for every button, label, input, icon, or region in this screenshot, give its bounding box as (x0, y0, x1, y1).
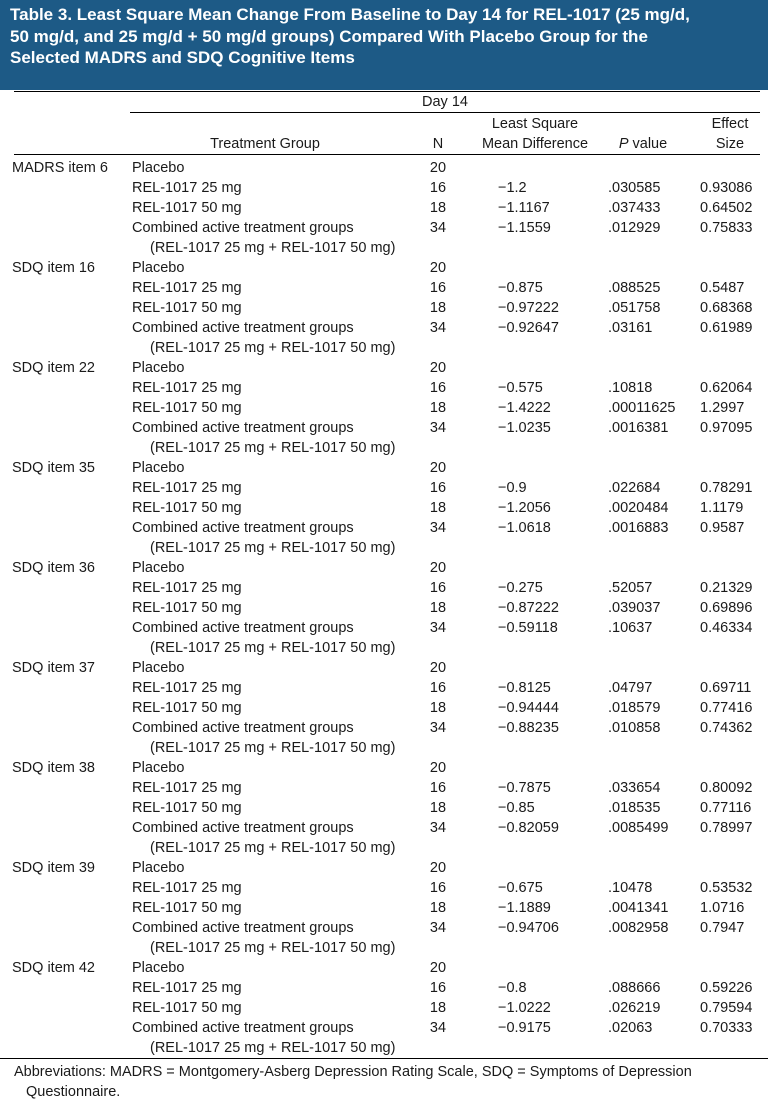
n-cell: 34 (429, 620, 447, 636)
effect-size-cell: 0.70333 (700, 1020, 753, 1036)
treatment-group-cell: Placebo (132, 660, 185, 676)
effect-size-cell: 0.53532 (700, 880, 753, 896)
footnote (14, 1062, 754, 1102)
effect-size-cell: 0.5487 (700, 280, 745, 296)
lsmd-cell: −1.0618 (498, 520, 551, 536)
n-cell: 16 (429, 780, 447, 796)
measure-item-label: SDQ item 38 (12, 760, 95, 776)
treatment-group-cell-continued: (REL-1017 25 mg + REL-1017 50 mg) (150, 940, 396, 956)
effect-size-cell: 0.74362 (700, 720, 753, 736)
effect-size-cell: 0.64502 (700, 200, 753, 216)
effect-size-cell: 0.21329 (700, 580, 753, 596)
header-bottom-rule (14, 154, 760, 155)
measure-item-label: SDQ item 39 (12, 860, 95, 876)
treatment-group-cell-continued: (REL-1017 25 mg + REL-1017 50 mg) (150, 240, 396, 256)
effect-size-cell: 0.46334 (700, 620, 753, 636)
n-cell: 18 (429, 600, 447, 616)
n-cell: 16 (429, 180, 447, 196)
treatment-group-cell: REL-1017 50 mg (132, 900, 242, 916)
treatment-group-cell: Combined active treatment groups (132, 920, 354, 936)
p-value-cell: .030585 (608, 180, 661, 196)
p-value-cell: .52057 (608, 580, 653, 596)
p-value-cell: .03161 (608, 320, 653, 336)
treatment-group-cell: REL-1017 25 mg (132, 280, 242, 296)
p-value-cell: .0085499 (608, 820, 669, 836)
n-cell: 20 (429, 260, 447, 276)
treatment-group-cell: Placebo (132, 260, 185, 276)
treatment-group-cell: Combined active treatment groups (132, 320, 354, 336)
n-cell: 34 (429, 820, 447, 836)
n-cell: 18 (429, 900, 447, 916)
treatment-group-cell-continued: (REL-1017 25 mg + REL-1017 50 mg) (150, 540, 396, 556)
treatment-group-cell: Combined active treatment groups (132, 620, 354, 636)
n-cell: 34 (429, 920, 447, 936)
n-cell: 34 (429, 720, 447, 736)
p-value-cell: .018535 (608, 800, 661, 816)
lsmd-cell: −1.2056 (498, 500, 551, 516)
p-value-cell: .10637 (608, 620, 653, 636)
day14-rule (130, 112, 760, 113)
p-value-cell: .010858 (608, 720, 661, 736)
n-cell: 34 (429, 220, 447, 236)
treatment-group-cell: REL-1017 25 mg (132, 480, 242, 496)
treatment-group-cell: REL-1017 50 mg (132, 200, 242, 216)
treatment-group-cell: Combined active treatment groups (132, 720, 354, 736)
treatment-group-cell: REL-1017 25 mg (132, 980, 242, 996)
n-cell: 18 (429, 500, 447, 516)
lsmd-cell: −0.85 (498, 800, 535, 816)
n-cell: 16 (429, 980, 447, 996)
treatment-group-cell: REL-1017 25 mg (132, 780, 242, 796)
treatment-group-cell-continued: (REL-1017 25 mg + REL-1017 50 mg) (150, 440, 396, 456)
effect-size-cell: 0.78291 (700, 480, 753, 496)
n-cell: 34 (429, 520, 447, 536)
treatment-group-cell-continued: (REL-1017 25 mg + REL-1017 50 mg) (150, 840, 396, 856)
treatment-group-cell: REL-1017 50 mg (132, 1000, 242, 1016)
effect-size-cell: 1.0716 (700, 900, 745, 916)
title-line: Selected MADRS and SDQ Cognitive Items (10, 48, 355, 67)
treatment-group-cell: REL-1017 50 mg (132, 800, 242, 816)
measure-item-label: SDQ item 36 (12, 560, 95, 576)
p-value-cell: .0016381 (608, 420, 669, 436)
n-cell: 18 (429, 400, 447, 416)
lsmd-cell: −0.675 (498, 880, 543, 896)
effect-size-cell: 1.1179 (700, 500, 744, 516)
effect-size-cell: 0.79594 (700, 1000, 753, 1016)
n-cell: 16 (429, 280, 447, 296)
effect-size-cell: 0.93086 (700, 180, 753, 196)
p-value-cell: .039037 (608, 600, 661, 616)
lsmd-cell: −0.82059 (498, 820, 559, 836)
lsmd-cell: −0.9175 (498, 1020, 551, 1036)
lsmd-cell: −0.275 (498, 580, 543, 596)
measure-item-label: SDQ item 35 (12, 460, 95, 476)
p-value-cell: .10478 (608, 880, 653, 896)
n-cell: 18 (429, 200, 447, 216)
measure-item-label: SDQ item 22 (12, 360, 95, 376)
treatment-group-cell: Combined active treatment groups (132, 420, 354, 436)
header-p-rest: value (628, 136, 668, 152)
lsmd-cell: −1.1167 (498, 200, 550, 216)
header-n: N (432, 136, 444, 152)
treatment-group-cell: Placebo (132, 160, 185, 176)
header-p-italic: P (618, 136, 629, 152)
treatment-group-cell: REL-1017 25 mg (132, 380, 242, 396)
lsmd-cell: −0.59118 (498, 620, 558, 636)
measure-item-label: MADRS item 6 (12, 160, 108, 176)
p-value-cell: .037433 (608, 200, 661, 216)
treatment-group-cell-continued: (REL-1017 25 mg + REL-1017 50 mg) (150, 640, 396, 656)
p-value-cell: .033654 (608, 780, 661, 796)
effect-size-cell: 0.97095 (700, 420, 753, 436)
n-cell: 16 (429, 580, 447, 596)
treatment-group-cell: Combined active treatment groups (132, 520, 354, 536)
p-value-cell: .051758 (608, 300, 661, 316)
treatment-group-cell: Placebo (132, 460, 185, 476)
title-line: 50 mg/d, and 25 mg/d + 50 mg/d groups) Compared With Placebo Group for the (10, 26, 648, 46)
effect-size-cell: 0.80092 (700, 780, 753, 796)
n-cell: 34 (429, 320, 447, 336)
n-cell: 16 (429, 680, 447, 696)
n-cell: 18 (429, 300, 447, 316)
p-value-cell: .026219 (608, 1000, 661, 1016)
lsmd-cell: −0.87222 (498, 600, 559, 616)
p-value-cell: .10818 (608, 380, 653, 396)
treatment-group-cell: REL-1017 50 mg (132, 400, 242, 416)
p-value-cell: .00011625 (608, 400, 676, 416)
header-effect-2: Size (715, 136, 745, 152)
p-value-cell: .04797 (608, 680, 653, 696)
table-title (0, 0, 768, 90)
header-lsmd-2: Mean Difference (481, 136, 589, 152)
treatment-group-cell: REL-1017 50 mg (132, 300, 242, 316)
header-treatment-group: Treatment Group (210, 136, 320, 152)
p-value-cell: .0020484 (608, 500, 669, 516)
header-p-value (598, 135, 688, 153)
footnote-line: Abbreviations: MADRS = Montgomery-Asberg Depression Rating Scale, SDQ = Symptoms of Depression (14, 1064, 692, 1080)
header-day14: Day 14 (422, 94, 468, 110)
n-cell: 20 (429, 560, 447, 576)
n-cell: 16 (429, 380, 447, 396)
n-cell: 20 (429, 960, 447, 976)
treatment-group-cell: Combined active treatment groups (132, 820, 354, 836)
lsmd-cell: −0.88235 (498, 720, 559, 736)
n-cell: 20 (429, 160, 447, 176)
n-cell: 20 (429, 860, 447, 876)
effect-size-cell: 1.2997 (700, 400, 745, 416)
effect-size-cell: 0.77116 (700, 800, 752, 816)
p-value-cell: .0016883 (608, 520, 669, 536)
p-value-cell: .0082958 (608, 920, 669, 936)
treatment-group-cell: REL-1017 50 mg (132, 700, 242, 716)
n-cell: 34 (429, 420, 447, 436)
n-cell: 18 (429, 1000, 447, 1016)
title-line: Table 3. Least Square Mean Change From Baseline to Day 14 for REL-1017 (25 mg/d, (10, 5, 690, 24)
treatment-group-cell: Combined active treatment groups (132, 1020, 354, 1036)
treatment-group-cell-continued: (REL-1017 25 mg + REL-1017 50 mg) (150, 340, 396, 356)
lsmd-cell: −0.9 (498, 480, 527, 496)
lsmd-cell: −0.875 (498, 280, 543, 296)
treatment-group-cell: Placebo (132, 860, 185, 876)
treatment-group-cell: REL-1017 25 mg (132, 880, 242, 896)
lsmd-cell: −1.0222 (498, 1000, 551, 1016)
lsmd-cell: −0.92647 (498, 320, 559, 336)
n-cell: 18 (429, 700, 447, 716)
n-cell: 20 (429, 760, 447, 776)
n-cell: 20 (429, 660, 447, 676)
treatment-group-cell: REL-1017 25 mg (132, 580, 242, 596)
p-value-cell: .088525 (608, 280, 661, 296)
n-cell: 20 (429, 360, 447, 376)
lsmd-cell: −0.8125 (498, 680, 551, 696)
treatment-group-cell-continued: (REL-1017 25 mg + REL-1017 50 mg) (150, 1040, 396, 1056)
treatment-group-cell: Combined active treatment groups (132, 220, 354, 236)
measure-item-label: SDQ item 42 (12, 960, 95, 976)
effect-size-cell: 0.59226 (700, 980, 753, 996)
p-value-cell: .02063 (608, 1020, 653, 1036)
measure-item-label: SDQ item 16 (12, 260, 95, 276)
effect-size-cell: 0.7947 (700, 920, 745, 936)
treatment-group-cell: Placebo (132, 560, 185, 576)
lsmd-cell: −0.8 (498, 980, 527, 996)
header-effect-1: Effect (711, 116, 749, 132)
treatment-group-cell: REL-1017 25 mg (132, 180, 242, 196)
treatment-group-cell: Placebo (132, 360, 185, 376)
effect-size-cell: 0.68368 (700, 300, 753, 316)
effect-size-cell: 0.61989 (700, 320, 753, 336)
lsmd-cell: −0.575 (498, 380, 543, 396)
effect-size-cell: 0.78997 (700, 820, 753, 836)
top-rule (14, 91, 760, 92)
header-lsmd-1: Least Square (491, 116, 579, 132)
treatment-group-cell: REL-1017 50 mg (132, 600, 242, 616)
lsmd-cell: −1.4222 (498, 400, 551, 416)
p-value-cell: .012929 (608, 220, 661, 236)
effect-size-cell: 0.77416 (700, 700, 753, 716)
n-cell: 34 (429, 1020, 447, 1036)
treatment-group-cell: Placebo (132, 960, 185, 976)
effect-size-cell: 0.69711 (700, 680, 752, 696)
lsmd-cell: −0.94706 (498, 920, 559, 936)
lsmd-cell: −1.1889 (498, 900, 551, 916)
lsmd-cell: −0.94444 (498, 700, 559, 716)
treatment-group-cell: REL-1017 25 mg (132, 680, 242, 696)
lsmd-cell: −1.1559 (498, 220, 551, 236)
lsmd-cell: −1.2 (498, 180, 527, 196)
treatment-group-cell: Placebo (132, 760, 185, 776)
treatment-group-cell: REL-1017 50 mg (132, 500, 242, 516)
lsmd-cell: −0.7875 (498, 780, 551, 796)
effect-size-cell: 0.69896 (700, 600, 753, 616)
treatment-group-cell-continued: (REL-1017 25 mg + REL-1017 50 mg) (150, 740, 396, 756)
p-value-cell: .018579 (608, 700, 661, 716)
footnote-line: Questionnaire. (26, 1084, 121, 1100)
effect-size-cell: 0.75833 (700, 220, 753, 236)
n-cell: 18 (429, 800, 447, 816)
lsmd-cell: −1.0235 (498, 420, 551, 436)
lsmd-cell: −0.97222 (498, 300, 559, 316)
p-value-cell: .022684 (608, 480, 661, 496)
p-value-cell: .088666 (608, 980, 661, 996)
n-cell: 16 (429, 480, 447, 496)
n-cell: 20 (429, 460, 447, 476)
p-value-cell: .0041341 (608, 900, 669, 916)
effect-size-cell: 0.9587 (700, 520, 745, 536)
effect-size-cell: 0.62064 (700, 380, 753, 396)
n-cell: 16 (429, 880, 447, 896)
measure-item-label: SDQ item 37 (12, 660, 95, 676)
bottom-rule (0, 1058, 768, 1059)
